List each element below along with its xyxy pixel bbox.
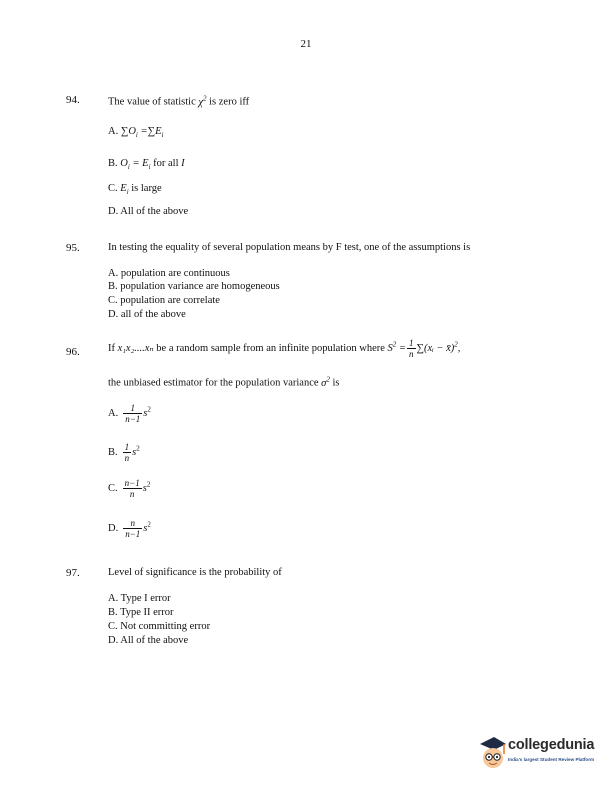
frac-den: n−1 — [125, 529, 141, 539]
question-94-option-a — [108, 126, 163, 141]
option-c-tail: is large — [131, 183, 162, 194]
question-97-option-d: D. All of the above — [108, 635, 189, 646]
sum-e: =∑E — [140, 126, 162, 137]
chi-symbol — [198, 94, 207, 108]
formula-eq: = — [398, 342, 406, 354]
frac-den: n — [129, 489, 135, 499]
question-95-option-b: B. population variance are homogeneous — [108, 281, 280, 292]
sub-i: i — [135, 131, 138, 140]
question-94-text-after: is zero iff — [209, 96, 250, 108]
question-95-option-c: C. population are correlate — [108, 295, 220, 306]
question-97-option-c: C. Not committing error — [108, 621, 211, 632]
question-97-option-a: A. Type I error — [108, 593, 171, 604]
option-label: B. — [108, 446, 118, 458]
question-96-option-a — [108, 403, 151, 424]
formula-sup: 2 — [392, 340, 397, 349]
logo-wordmark — [508, 737, 594, 753]
option-s: s — [143, 522, 148, 534]
sigma-letter: σ — [321, 377, 327, 389]
frac-den: n — [124, 453, 130, 463]
q96-formula — [387, 338, 461, 359]
option-b-math — [120, 158, 151, 172]
frac-num: n — [123, 518, 142, 529]
option-b-var: I — [181, 158, 185, 169]
chi-letter: χ — [198, 96, 204, 108]
question-95-option-d: D. all of the above — [108, 309, 186, 320]
question-95-text: In testing the equality of several population means by F test, one of the assumptions is — [108, 242, 471, 253]
question-94-number: 94. — [66, 94, 80, 106]
option-fraction — [123, 518, 142, 539]
sum-o: ∑O — [120, 126, 136, 137]
sub-i: i — [126, 188, 129, 197]
option-sup: 2 — [136, 444, 140, 453]
frac-num: n−1 — [124, 478, 140, 488]
question-97-number: 97. — [66, 567, 80, 579]
formula-fraction — [407, 338, 416, 359]
question-96-option-b — [108, 442, 140, 463]
option-c-math — [120, 183, 129, 197]
mascot-icon — [478, 734, 508, 774]
question-96-line-2 — [108, 375, 339, 389]
question-96-option-d — [108, 518, 151, 539]
e-var: E — [120, 183, 127, 194]
collegedunia-logo[interactable] — [478, 734, 604, 778]
option-sup: 2 — [146, 480, 151, 489]
eq-e: = E — [132, 158, 149, 169]
option-fraction — [123, 478, 142, 499]
option-label: A. — [108, 126, 119, 137]
frac-num: 1 — [123, 403, 142, 414]
chi-sup: 2 — [203, 94, 207, 102]
page-number: 21 — [300, 38, 312, 50]
question-95-option-a: A. population are continuous — [108, 268, 230, 279]
option-a-math — [120, 126, 164, 140]
sub-i: i — [148, 163, 151, 172]
option-label: A. — [108, 407, 119, 419]
option-sup: 2 — [147, 520, 151, 529]
question-94-option-b — [108, 158, 185, 173]
q96-line2-end: is — [332, 377, 340, 389]
question-96-number: 96. — [66, 346, 80, 358]
q96-line2-text: the unbiased estimator for the population variance — [108, 377, 319, 389]
question-95-number: 95. — [66, 242, 80, 254]
frac-num: 1 — [124, 442, 130, 452]
option-fraction — [123, 403, 142, 424]
logo-brand: collegedunia — [508, 737, 595, 753]
question-94-text-before: The value of statistic — [108, 96, 196, 108]
option-fraction — [123, 442, 132, 463]
option-label: C. — [108, 183, 118, 194]
question-96-option-c — [108, 478, 150, 499]
option-label: D. — [108, 522, 119, 534]
question-94-text — [108, 94, 249, 108]
logo-tagline: India's largest Student Review Platform — [508, 757, 595, 762]
sigma-sup: 2 — [326, 375, 330, 383]
formula-frac-den: n — [409, 349, 414, 359]
question-94-option-d — [108, 206, 188, 218]
question-97-option-b: B. Type II error — [108, 607, 174, 618]
sub-i: i — [127, 163, 130, 172]
formula-rhs-sup: 2 — [454, 340, 458, 349]
formula-s: S — [387, 342, 393, 354]
option-label: B. — [108, 158, 118, 169]
frac-den: n−1 — [125, 414, 141, 424]
option-label: C. — [108, 482, 118, 494]
option-s: s — [142, 482, 147, 494]
sigma-symbol — [321, 375, 330, 389]
option-d-text: All of the above — [120, 206, 189, 217]
option-b-tail: for all — [153, 158, 179, 169]
formula-rhs: ∑(xᵢ − x̄) — [416, 342, 455, 354]
option-s: s — [132, 446, 137, 458]
option-label: D. — [108, 206, 119, 217]
formula-frac-num: 1 — [409, 338, 414, 348]
q96-if: If — [108, 342, 115, 354]
q96-text: be a random sample from an infinite population where — [156, 342, 385, 354]
option-s: s — [143, 407, 148, 419]
option-sup: 2 — [147, 405, 151, 414]
formula-end: , — [457, 342, 461, 354]
o-var: O — [120, 158, 128, 169]
question-96-line-1 — [108, 338, 460, 359]
question-94-option-c — [108, 183, 162, 198]
sub-i: i — [161, 131, 164, 140]
q96-sample: x₁x₂....xₙ — [117, 342, 154, 354]
question-97-text: Level of significance is the probability of — [108, 567, 282, 578]
